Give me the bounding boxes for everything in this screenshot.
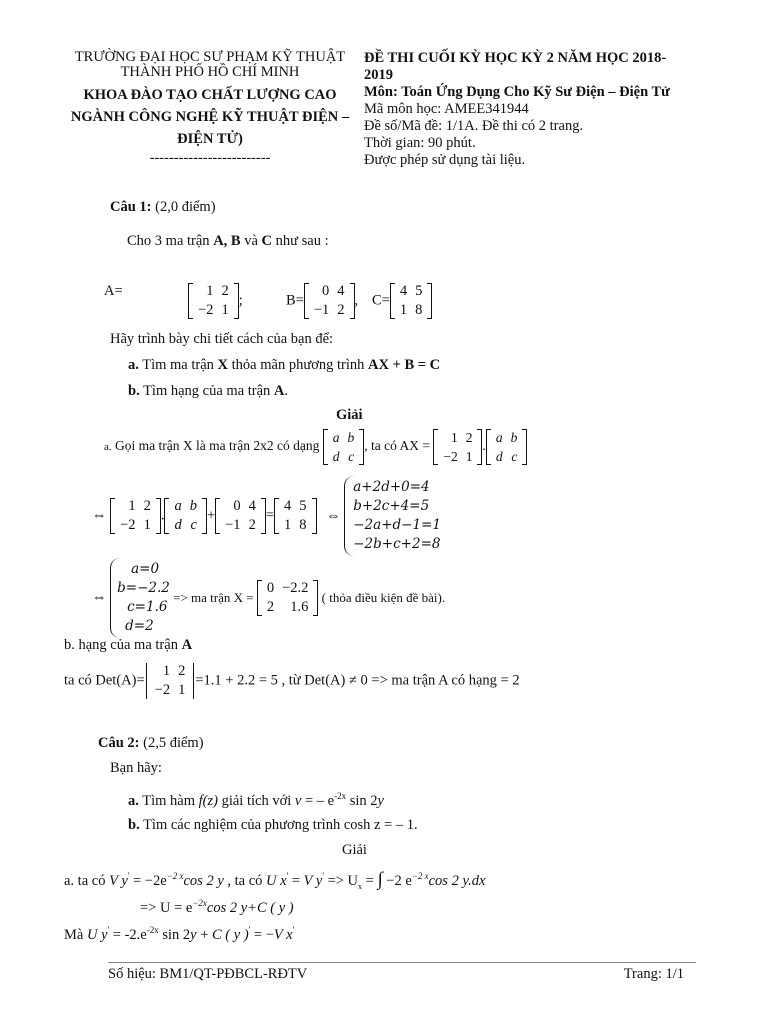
matrix-cell: a [174,498,182,514]
matrix-cell: a [332,430,340,445]
q2-solution-title: Giải [342,842,367,858]
iff-symbol: ⇔ [92,507,107,524]
result-text: => ma trận X = [169,590,257,605]
matrix-c [390,282,433,320]
matrix-x-copy [486,428,528,466]
q1-task-intro: Hãy trình bày chi tiết cách của bạn để: [110,331,334,347]
det-result: =1.1 + 2.2 = 5 , từ Det(A) ≠ 0 => ma trận A có hạng = 2 [195,672,520,689]
matrix-cell: b [189,498,197,514]
exam-duration: Thời gian: 90 phút. [364,135,476,151]
q2-intro: Bạn hãy: [110,760,162,776]
matrix-cell: −2 [443,449,458,464]
exam-header [364,50,670,169]
exponent: -2x [146,925,159,935]
task-b-label: b. [128,383,140,399]
solution-value: b=−2.2 [117,580,170,596]
q1-task-a [128,357,440,374]
matrix-cell: 2 [337,302,345,318]
sol-b-label: b. [64,637,75,653]
line3-eq2: = − [250,926,274,943]
q2-task-a-eq: = – e [301,792,335,809]
q2-task-b-label: b. [128,817,140,833]
q1-sol-b-heading [64,637,192,654]
equation: a+2d+0=4 [353,479,430,495]
line1-cos: cos 2 y [183,873,224,889]
q2-task-a-sin: sin 2 [346,792,378,809]
exam-subject: Môn: Toán Ứng Dụng Cho Kỹ Sư Điện – Điện Tử [364,84,670,100]
cy: C ( y ) [212,926,249,943]
vy-2: V y [303,873,323,889]
task-a-text: Tìm ma trận [138,357,218,373]
exponent: -2x [334,791,347,801]
det-label: ta có Det(A)= [64,672,145,689]
matrix-cell: c [511,449,518,464]
q2-points: (2,5 điểm) [143,735,204,751]
sol-b-text: hạng của ma trận [74,637,182,653]
q1-task-b [128,383,288,400]
task-b-end: . [284,383,289,399]
q2-task-a-text: Tìm hàm [138,792,199,809]
q2-title: Câu 2: [98,735,140,751]
matrix-cell: 2 [178,663,186,679]
integrand: −2 e [382,873,412,889]
matrix-cell: 2 [465,430,473,445]
line2-tail: cos 2 y+C ( y ) [206,899,294,916]
matrix-cell: 8 [415,302,423,318]
line1-pre: a. ta có [64,873,110,889]
vy: V y [109,873,128,889]
q2-sol-line-2 [140,898,294,917]
dash-separator: ------------------------- [149,150,271,166]
task-a-label: a. [128,357,139,373]
iff-symbol: ⇔ [326,507,341,524]
q1-intro-ab: A, B [213,233,241,249]
semicolon: ; [238,292,243,309]
matrix-cell: 2 [248,517,256,533]
matrix-cell: 1 [465,449,473,464]
solution-system [110,558,170,638]
label-b: B= [286,292,304,309]
footer-page-number: Trang: 1/1 [623,966,684,982]
subscript: x [358,881,363,891]
q2-task-b-text: Tìm các nghiệm của phương trình cosh z = – 1. [139,817,418,833]
line3-pre: Mà [64,926,87,943]
task-b-a: A [273,383,285,399]
matrix-x-result [257,579,319,617]
line1-tail: cos 2 y.dx [428,873,486,889]
task-a-equation: AX + B = C [368,357,441,373]
result-note: ( thỏa điều kiện đề bài). [318,590,446,605]
matrix-cell: 1 [162,663,171,679]
q1-sol-a-line: a. Gọi ma trận X là ma trận 2x2 có dạng a b d c , ta có AX = 1 2 −2 1 . a b d c [104,428,527,466]
solution-value: a=0 [131,561,160,577]
line1-eq3: = [362,873,378,889]
matrix-a-eq [110,497,161,535]
line2-pre: => U = e [140,899,193,916]
matrix-a-copy [433,428,482,466]
matrix-cell: a [495,430,503,445]
iff-symbol: ⇔ [92,589,107,606]
sol-a-text-2: , ta có AX = [364,438,434,454]
matrix-cell: −2 [198,302,214,318]
q2-task-a-mid: giải tích với [217,792,295,809]
q1-intro-text: Cho 3 ma trận [127,233,214,249]
matrix-cell: 2 [221,283,229,299]
faculty-name [60,84,360,150]
matrix-cell: d [495,449,503,464]
matrix-cell: −1 [225,517,241,533]
line1-mid: , ta có [223,873,267,889]
label-a: A= [104,283,123,299]
matrix-cell: 0 [233,498,241,514]
q2-task-a [128,791,384,810]
exam-title-line-2: 2019 [364,67,393,83]
q2-task-a-label: a. [128,792,139,809]
q1-solution-title: Giải [336,407,363,423]
matrix-cell: 1.6 [290,599,309,615]
faculty-line-2: NGÀNH CÔNG NGHỆ KỸ THUẬT ĐIỆN – [70,109,350,125]
matrix-cell: 1 [399,302,408,318]
q1-equation-system: ⇔ 1 2 −2 1 . a b d c + 0 4 −1 2 = 4 5 1 8 ⇔ a+2d+0=4 b+2c+4=5 −2a+d−1=1 −2b+c+2=8 [92,476,441,556]
matrix-cell: −1 [313,302,330,318]
matrix-cell: c [348,449,355,464]
equals-sign: = [265,507,274,524]
course-code: Mã môn học: AMEE341944 [364,101,529,117]
equation: −2b+c+2=8 [353,536,441,552]
y-var: y [190,926,197,943]
line3-eq: = -2.e [109,926,147,943]
q1-intro-c: C [261,233,273,249]
exponent: −2 x [411,871,429,882]
system-of-equations [344,476,441,556]
line1-arrow: => U [323,873,359,889]
plus-sign: + [206,507,216,524]
line1-eq1: = −2e [129,873,167,889]
matrix-a-wrap [188,282,243,320]
matrix-cell: d [332,449,340,464]
q2-sol-line-3: Mà U $y' = -2.e^{-2x}$ sin 2y + C ( y )' = −V x' [64,925,295,943]
matrix-cell: 1 [221,302,229,318]
school-name [60,50,360,80]
exponent: −2x [192,898,207,908]
matrix-cell: −2 [154,682,171,698]
matrix-cell: 8 [299,517,307,533]
matrix-c-eq [274,497,317,535]
faculty-line-1: KHOA ĐÀO TẠO CHẤT LƯỢNG CAO [83,87,337,103]
matrix-cell: b [510,430,518,445]
q2-heading [98,735,204,752]
q1-intro [127,233,329,250]
ux: U x [266,873,287,889]
q2-task-b [128,817,418,834]
fz: f(z) [198,792,218,809]
matrix-cell: 0 [322,283,330,299]
q1-title: Câu 1: [110,199,152,215]
matrix-cell: 4 [399,283,408,299]
matrix-cell: 1 [178,682,186,698]
exam-materials: Được phép sử dụng tài liệu. [364,152,526,168]
matrix-cell: 2 [143,498,151,514]
matrix-cell: 1 [128,498,136,514]
matrix-cell: d [174,517,182,533]
task-a-x: X [217,357,229,373]
sol-a-label: a. [104,441,112,454]
q2-sol-line-1: a. ta có V $y' = -2e^{-2 x}\cos$ 2 y , ta có U x' = V $y' => U_x$ = ∫ −2 $e^{-2 x}\cos$ 2 y.dx [64,869,486,891]
school-line-2: THÀNH PHỐ HỒ CHÍ MINH [120,64,300,80]
exam-title-line-1: ĐỀ THI CUỐI KỲ HỌC KỲ 2 NĂM HỌC 2018- [364,50,667,66]
matrix-cell: b [347,430,355,445]
line3-sin: sin 2 [158,926,191,943]
label-c: C= [372,292,390,309]
q1-intro-and: và [240,233,262,249]
vx: V x [273,926,293,943]
footer-divider [108,962,696,963]
matrix-c-wrap [372,282,432,320]
task-a-mid: thỏa mãn phương trình [228,357,368,373]
solution-value: d=2 [125,618,154,634]
matrix-cell: 4 [337,283,345,299]
v-var: v [294,792,302,809]
determinant-a [145,662,196,700]
matrix-cell: −2.2 [282,580,309,596]
equation: −2a+d−1=1 [353,517,441,533]
matrix-x [323,428,365,466]
y-var: y [377,792,384,809]
q1-heading [110,199,216,216]
matrix-cell: 5 [299,498,307,514]
school-line-1: TRƯỜNG ĐẠI HỌC SƯ PHẠM KỸ THUẬT [74,49,346,65]
faculty-line-3: ĐIỆN TỬ) [177,131,243,147]
matrix-a [188,282,239,320]
matrix-cell: 1 [284,517,292,533]
sol-b-a: A [181,637,193,653]
matrix-x-eq [164,497,207,535]
q1-determinant-line [64,662,520,700]
matrix-cell: 5 [415,283,423,299]
matrix-cell: −2 [120,517,136,533]
matrix-cell: 2 [266,599,275,615]
comma: , [354,292,359,309]
matrix-b-wrap [286,282,358,320]
matrix-b-eq [215,497,266,535]
matrix-cell: 4 [284,498,292,514]
matrix-cell: 1 [450,430,458,445]
exam-code: Đề số/Mã đề: 1/1A. Đề thi có 2 trang. [364,118,584,134]
line1-eq2: = [288,873,304,889]
matrix-cell: 0 [266,580,275,596]
matrix-cell: 1 [143,517,151,533]
matrix-cell: c [190,517,197,533]
matrix-b [304,282,355,320]
equation: b+2c+4=5 [353,498,430,514]
exponent: −2 x [166,871,184,882]
integral-sign: ∫ [377,869,383,890]
line3-plus: + [196,926,213,943]
matrix-cell: 4 [248,498,256,514]
q1-intro-end: như sau : [272,233,329,249]
sol-a-text: Gọi ma trận X là ma trận 2x2 có dạng [111,438,323,454]
q1-solution-result [92,558,445,638]
task-b-text: Tìm hạng của ma trận [139,383,274,399]
uy: U y [86,926,108,943]
footer-doc-code: Số hiệu: BM1/QT-PĐBCL-RĐTV [108,966,308,982]
matrix-cell: 1 [206,283,214,299]
q1-points: (2,0 điểm) [155,199,216,215]
solution-value: c=1.6 [127,599,168,615]
